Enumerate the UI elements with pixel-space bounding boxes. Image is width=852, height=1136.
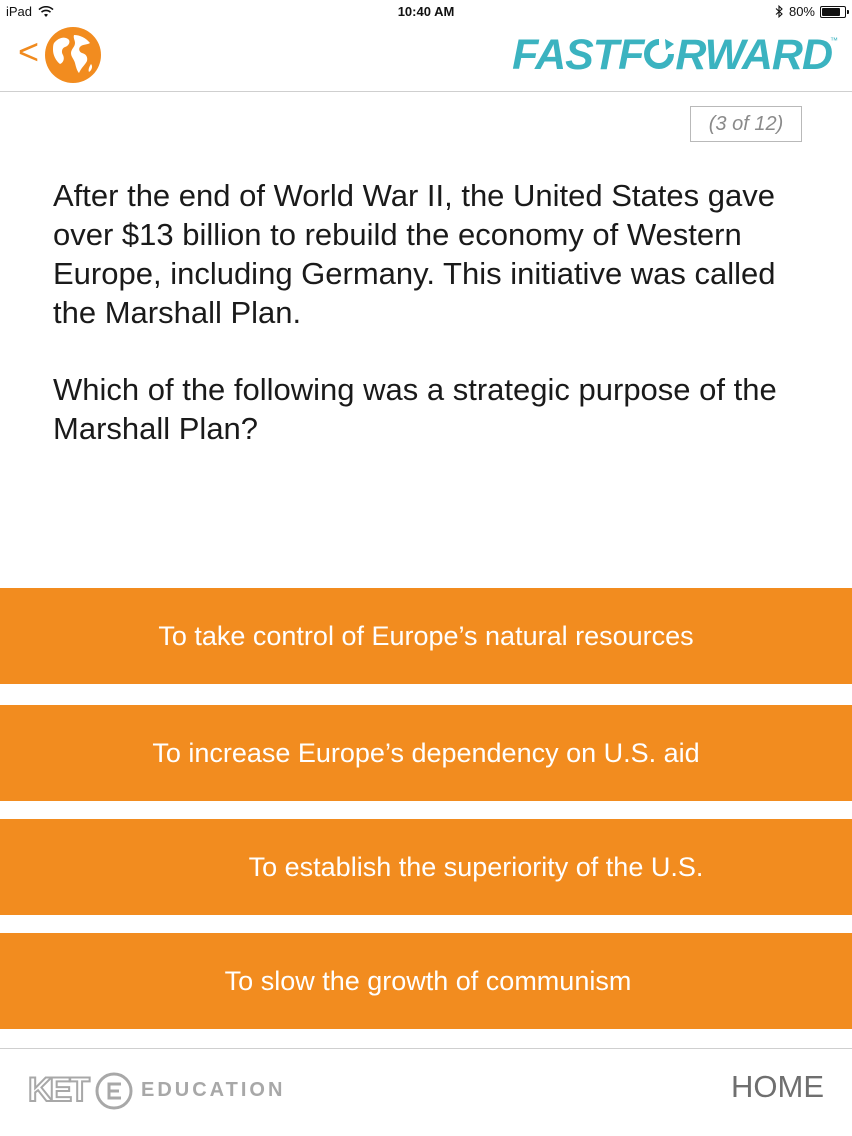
answer-option-1[interactable] [0,588,852,684]
battery-icon [820,6,846,18]
status-bar [0,0,852,24]
battery-fill [822,8,840,16]
ket-education-logo [28,1071,285,1110]
question-text [53,176,813,448]
brand-left-text: FASTF [512,30,644,79]
question-paragraph-2: Which of the following was a strategic purpose of the Marshall Plan? [53,372,777,446]
ket-education-label: EDUCATION [141,1079,286,1101]
status-time: 10:40 AM [397,4,455,19]
answer-option-2[interactable] [0,705,852,801]
nav-bar [0,24,852,92]
trademark-symbol: ™ [830,36,838,45]
home-button[interactable]: HOME [731,1069,824,1104]
answer-option-label: To establish the superiority of the U.S. [248,851,704,882]
brand-right-text: RWARD [675,30,832,79]
fastforward-logo [512,30,838,80]
ket-logo-text: KET [28,1071,87,1109]
footer [0,1048,852,1136]
device-label: iPad [6,4,33,19]
answer-option-4[interactable] [0,933,852,1029]
answer-option-label: To increase Europe’s dependency on U.S. aid [152,737,700,768]
bluetooth-icon [775,5,784,18]
ket-e-icon [95,1072,133,1110]
globe-icon[interactable] [44,26,102,84]
brand-o-arrow-icon [643,38,675,72]
answer-option-3[interactable] [0,819,852,915]
battery-percent: 80% [788,4,815,19]
question-counter: (3 of 12) [690,106,802,142]
answer-option-label: To slow the growth of communism [224,965,632,996]
status-right [775,4,846,19]
back-button[interactable]: < [18,31,40,72]
question-paragraph-1: After the end of World War II, the United States gave over $13 billion to rebuild the economy of Western Europe, including Germany. This initiative was called the Marshall Plan. [53,178,776,330]
answer-option-label: To take control of Europe’s natural resources [158,620,694,651]
